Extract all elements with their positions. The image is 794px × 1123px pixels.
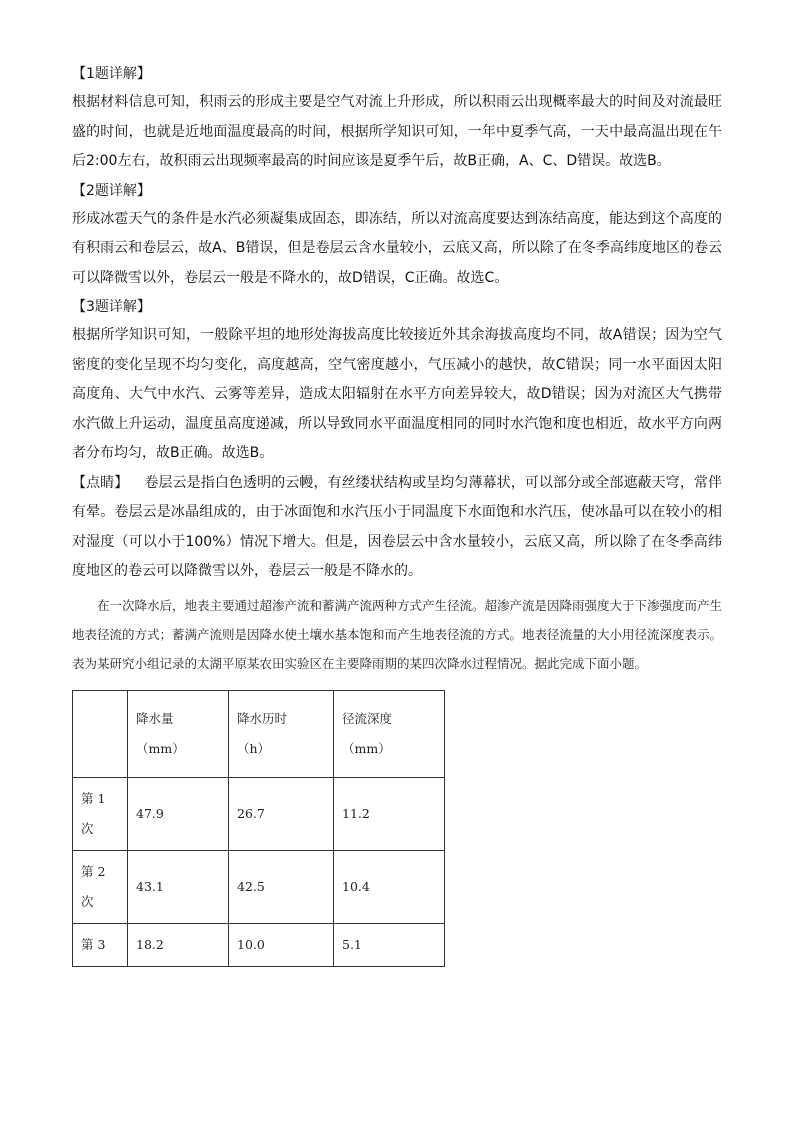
table-corner-cell (73, 691, 128, 778)
header-duration (229, 691, 334, 778)
row-label (73, 851, 128, 924)
header-runoff-depth (334, 691, 445, 778)
table-cell: 10.0 (229, 924, 334, 967)
row-label (73, 778, 128, 851)
note-paragraph (72, 469, 722, 587)
section-1 (72, 60, 722, 177)
header-unit: （mm） (136, 741, 185, 756)
table-cell: 5.1 (334, 924, 445, 967)
row-label (73, 924, 128, 967)
table-cell: 11.2 (334, 778, 445, 851)
table-cell: 42.5 (229, 851, 334, 924)
header-precipitation (128, 691, 229, 778)
table-row (73, 778, 445, 851)
table-cell: 26.7 (229, 778, 334, 851)
section-3 (72, 293, 722, 469)
section-heading: 【2题详解】 (72, 182, 151, 199)
note-text: 卷层云是指白色透明的云幔，有丝缕状结构或呈均匀薄幕状，可以部分或全部遮蔽天穹，常伴有晕。卷层云是冰晶组成的，由于冰面饱和水汽压小于同温度下水面饱和水汽压，使冰晶可以在较小的相对湿度（可以小于100%）情况下增大。但是，因卷层云中含水量较小，云底又高，所以除了在冬季高纬度地区的卷云可以降微雪以外，卷层云一般是不降水的。 (72, 474, 723, 579)
header-name: 降水量 (136, 711, 174, 726)
table-cell: 18.2 (128, 924, 229, 967)
section-text: 根据所学知识可知，一般除平坦的地形处海拔高度比较接近外其余海拔高度均不同，故A错误；因为空气密度的变化呈现不均匀变化，高度越高，空气密度越小，气压减小的越快，故C错误；同一水平面因太阳高度角、大气中水汽、云雾等差异，造成太阳辐射在水平方向差异较大，故D错误；因为对流区大气携带水汽做上升运动，温度虽高度递减，所以导致同水平面温度相同的同时水汽饱和度也相近，故水平方向两者分布均匀，故B正确。故选B。 (72, 327, 722, 461)
precipitation-table (72, 690, 445, 967)
note-label: 【点睛】 (72, 474, 129, 491)
table-row (73, 924, 445, 967)
table-row (73, 851, 445, 924)
row-label-line: 次 (81, 821, 94, 836)
material-paragraph: 在一次降水后，地表主要通过超渗产流和蓄满产流两种方式产生径流。超渗产流是因降雨强度大于下渗强度而产生地表径流的方式；蓄满产流则是因降水使土壤水基本饱和而产生地表径流的方式。地表径流量的大小用径流深度表示。表为某研究小组记录的太湖平原某农田实验区在主要降雨期的某四次降水过程情况。据此完成下面小题。 (72, 597, 723, 671)
table-cell: 43.1 (128, 851, 229, 924)
table-cell: 10.4 (334, 851, 445, 924)
section-text: 形成冰雹天气的条件是水汽必须凝集成固态，即冻结，所以对流高度要达到冻结高度，能达到这个高度的有积雨云和卷层云，故A、B错误，但是卷层云含水量较小，云底又高，所以除了在冬季高纬度地区的卷云可以降微雪以外，卷层云一般是不降水的，故D错误，C正确。故选C。 (72, 210, 722, 286)
table-header-row (73, 691, 445, 778)
row-label-line: 第 2 (81, 864, 106, 879)
document-page (72, 60, 722, 967)
section-heading: 【1题详解】 (72, 66, 151, 82)
header-unit: （mm） (342, 741, 391, 756)
section-2 (72, 177, 722, 294)
section-heading: 【3题详解】 (72, 299, 151, 315)
header-name: 径流深度 (342, 711, 393, 726)
header-unit: （h） (237, 741, 271, 756)
section-text: 根据材料信息可知，积雨云的形成主要是空气对流上升形成，所以积雨云出现概率最大的时间及对流最旺盛的时间，也就是近地面温度最高的时间，根据所学知识可知，一年中夏季气高，一天中最高温出现在午后2:00左右，故积雨云出现频率最高的时间应该是夏季午后，故B正确，A、C、D错误。故选B。 (72, 94, 722, 169)
header-name: 降水历时 (237, 711, 288, 726)
row-label-line: 第 1 (81, 791, 106, 806)
row-label-line: 次 (81, 894, 94, 909)
row-label-line: 第 3 (81, 937, 106, 952)
table-cell: 47.9 (128, 778, 229, 851)
